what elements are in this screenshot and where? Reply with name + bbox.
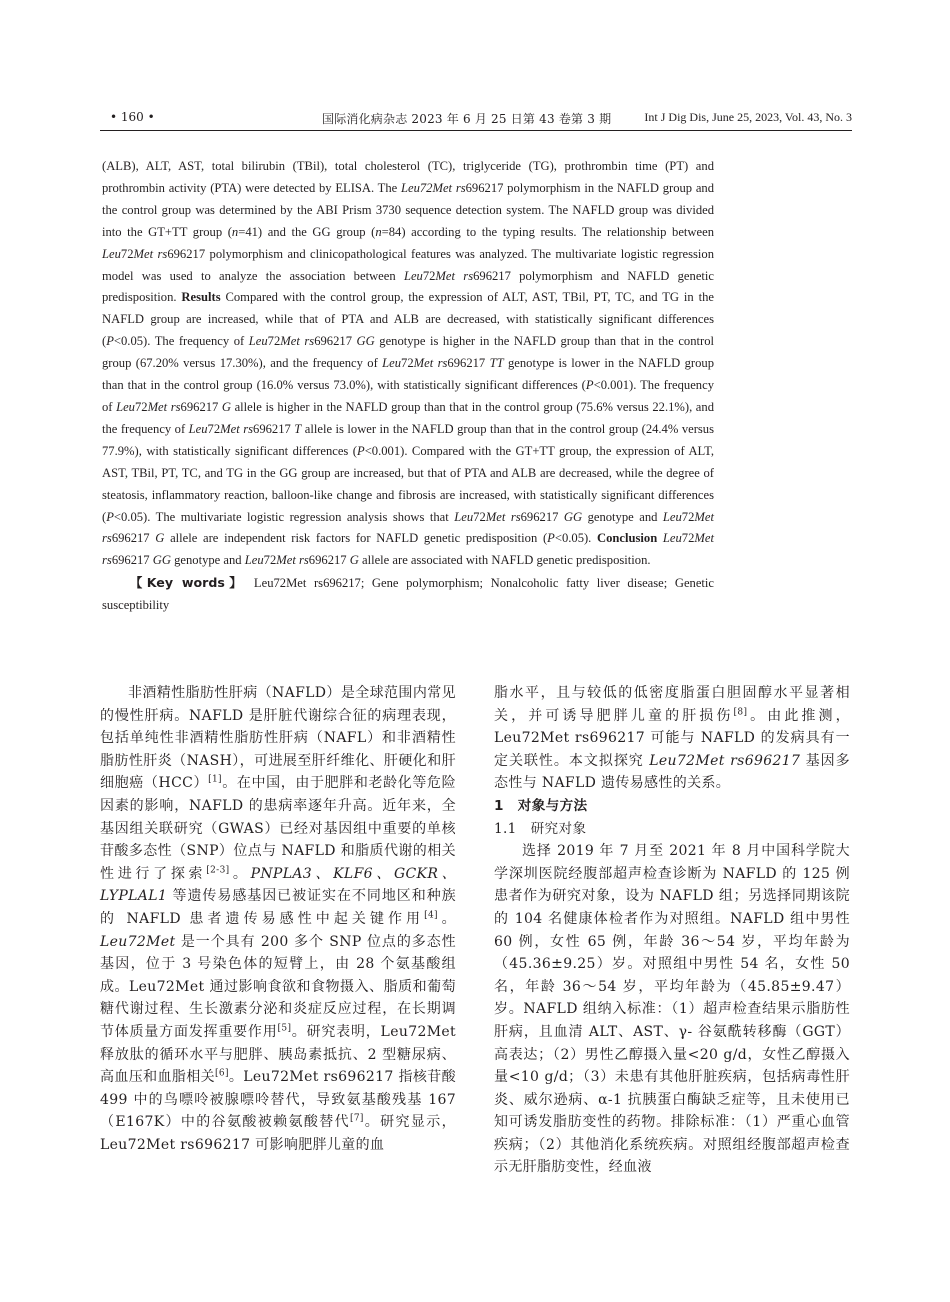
intro-paragraph-cont: 脂水平，且与较低的低密度脂蛋白胆固醇水平显著相关，并可诱导肥胖儿童的肝损伤[8]。由此推测，Leu72Met rs696217 可能与 NAFLD 的发病具有一定关联性。本文拟探究 Leu72Met rs696217 基因多态性与 NAFLD 遗传易感性的关系。 <box>494 685 850 792</box>
journal-title-en: Int J Dig Dis, June 25, 2023, Vol. 43, No. 3 <box>644 110 852 124</box>
body-column-left <box>100 682 456 1156</box>
subsection-heading: 1.1 研究对象 <box>494 820 587 837</box>
running-header <box>100 108 852 131</box>
keywords-label: 【Key words】 <box>129 575 247 591</box>
body-column-right <box>494 682 850 1179</box>
page-number: • 160 • <box>110 110 155 124</box>
english-abstract <box>102 156 714 617</box>
intro-paragraph: 非酒精性脂肪性肝病（NAFLD）是全球范围内常见的慢性肝病。NAFLD 是肝脏代谢综合征的病理表现，包括单纯性非酒精性脂肪性肝病（NAFL）和非酒精性脂肪性肝炎（NASH），可进展至肝纤维化、肝硬化和肝细胞癌（HCC）[1]。在中国，由于肥胖和老龄化等危险因素的影响，NAFLD 的患病率逐年升高。近年来，全基因组关联研究（GWAS）已经对基因组中重要的单核苷酸多态性（SNP）位点与 NAFLD 和脂质代谢的相关性进行了探索[2-3]。PNPLA3、KLF6、GCKR、LYPLAL1 等遗传易感基因已被证实在不同地区和种族的 NAFLD 患者遗传易感性中起关键作用[4]。Leu72Met 是一个具有 200 多个 SNP 位点的多态性基因，位于 3 号染色体的短臂上，由 28 个氨基酸组成。Leu72Met 通过影响食欲和食物摄入、脂质和葡萄糖代谢过程、生长激素分泌和炎症反应过程，在长期调节体质量方面发挥重要作用[5]。研究表明，Leu72Met 释放肽的循环水平与肥胖、胰岛素抵抗、2 型糖尿病、高血压和血脂相关[6]。Leu72Met rs696217 指核苷酸 499 中的鸟嘌呤被腺嘌呤替代，导致氨基酸残基 167（E167K）中的谷氨酸被赖氨酸替代[7]。研究显示，Leu72Met rs696217 可影响肥胖儿童的血 <box>100 685 457 1153</box>
abstract-paragraph: (ALB), ALT, AST, total bilirubin (TBil), total cholesterol (TC), triglyceride (TG), prothrombin time (PT) and prothrombin activity (PTA) were detected by ELISA. The Leu72Met rs696217 polymorphism in the NAFLD group and the control group was determined by the ABI Prism 3730 sequence detection system. The NAFLD group was divided into the GT+TT group (n=41) and the GG group (n=84) according to the typing results. The relationship between Leu72Met rs696217 polymorphism and clinicopathological features was analyzed. The multivariate logistic regression model was used to analyze the association between Leu72Met rs696217 polymorphism and NAFLD genetic predisposition. Results Compared with the control group, the expression of ALT, AST, TBil, PT, TC, and TG in the NAFLD group are increased, while that of PTA and ALB are decreased, with statistically significant differences (P<0.05). The frequency of Leu72Met rs696217 GG genotype is higher in the NAFLD group than that in the control group (67.20% versus 17.30%), and the frequency of Leu72Met rs696217 TT genotype is lower in the NAFLD group than that in the control group (16.0% versus 73.0%), with statistically significant differences (P<0.001). The frequency of Leu72Met rs696217 G allele is higher in the NAFLD group than that in the control group (75.6% versus 22.1%), and the frequency of Leu72Met rs696217 T allele is lower in the NAFLD group than that in the control group (24.4% versus 77.9%), with statistically significant differences (P<0.001). Compared with the GT+TT group, the expression of ALT, AST, TBil, PT, TC, and TG in the GG group are increased, but that of PTA and ALB are decreased, while the degree of steatosis, inflammatory reaction, balloon-like change and fibrosis are increased, with statistically significant differences (P<0.05). The multivariate logistic regression analysis shows that Leu72Met rs696217 GG genotype and Leu72Met rs696217 G allele are independent risk factors for NAFLD genetic predisposition (P<0.05). Conclusion Leu72Met rs696217 GG genotype and Leu72Met rs696217 G allele are associated with NAFLD genetic predisposition. <box>102 159 715 568</box>
results-label: Results <box>181 290 221 305</box>
conclusion-label: Conclusion <box>597 531 658 546</box>
section-heading: 1 对象与方法 <box>494 797 588 814</box>
journal-title-cn: 国际消化病杂志 2023 年 6 月 25 日第 43 卷第 3 期 <box>322 112 612 126</box>
methods-paragraph: 选择 2019 年 7 月至 2021 年 8 月中国科学院大学深圳医院经腹部超声检查诊断为 NAFLD 的 125 例患者作为研究对象，设为 NAFLD 组；另选择同期该院的 104 名健康体检者作为对照组。NAFLD 组中男性 60 例，女性 65 例，年龄 36～54 岁，平均年龄为（45.36±9.25）岁。对照组中男性 54 名，女性 50 名，年龄 36～54 岁，平均年龄为（45.85±9.47）岁。NAFLD 组纳入标准：（1）超声检查结果示脂肪性肝病，且血清 ALT、AST、γ- 谷氨酰转移酶（GGT）高表达；（2）男性乙醇摄入量<20 g/d，女性乙醇摄入量<10 g/d；（3）未患有其他肝脏疾病，包括病毒性肝炎、威尔逊病、α-1 抗胰蛋白酶缺乏症等，且未使用已知可诱发脂肪变性的药物。排除标准：（1）严重心血管疾病；（2）其他消化系统疾病。对照组经腹部超声检查示无肝脂肪变性，经血液 <box>494 843 850 1176</box>
keywords: 【Key words】 Leu72Met rs696217; Gene polymorphism; Nonalcoholic fatty liver disease; Genetic susceptibility <box>102 575 715 613</box>
